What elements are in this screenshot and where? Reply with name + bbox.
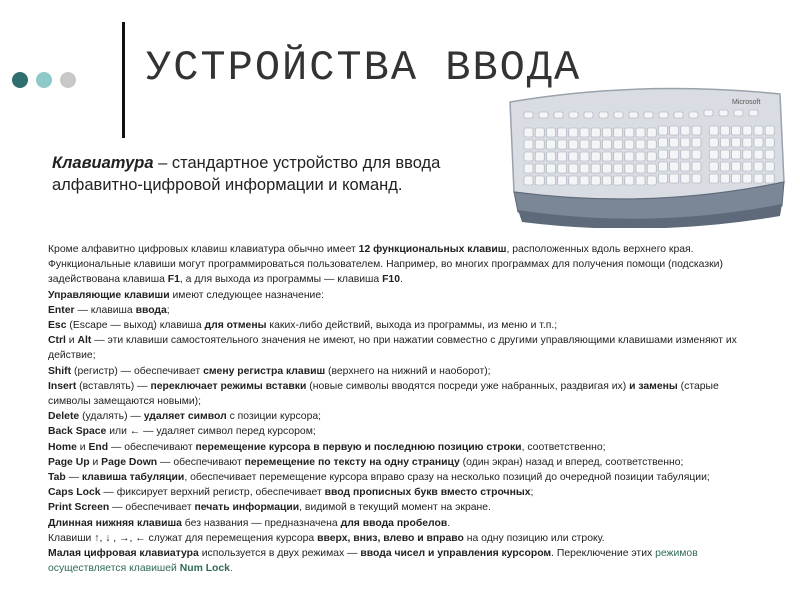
keyboard-key bbox=[658, 162, 667, 171]
text-segment: End bbox=[88, 441, 109, 453]
keyboard-key bbox=[754, 126, 763, 135]
decorative-dots bbox=[12, 72, 76, 88]
text-segment: Num Lock bbox=[179, 563, 230, 575]
keyboard-key bbox=[614, 164, 623, 173]
keyboard-key bbox=[584, 112, 593, 118]
title-divider bbox=[122, 22, 125, 138]
keyboard-key bbox=[692, 150, 701, 159]
keyboard-key bbox=[569, 164, 578, 173]
text-segment: перемещение курсора в первую и последнюю позицию строки bbox=[195, 441, 522, 453]
text-segment: печать информации bbox=[194, 502, 300, 514]
keyboard-key bbox=[524, 128, 533, 137]
text-segment: ввода bbox=[135, 304, 167, 316]
keyboard-key bbox=[749, 110, 758, 116]
text-segment: Home bbox=[48, 441, 77, 453]
keyboard-key bbox=[580, 128, 589, 137]
keyboard-key bbox=[754, 138, 763, 147]
text-segment: (новые символы вводятся посреди уже набранных, раздвигая их) bbox=[306, 380, 630, 392]
keyboard-key bbox=[636, 140, 645, 149]
text-segment: переключает режимы вставки bbox=[150, 380, 307, 392]
paragraph bbox=[48, 500, 760, 515]
keyboard-key bbox=[765, 174, 774, 183]
keyboard-key bbox=[614, 176, 623, 185]
text-segment: (вставлять) — bbox=[76, 380, 151, 392]
keyboard-key bbox=[636, 128, 645, 137]
text-segment: — обеспечивает bbox=[109, 502, 195, 514]
text-segment: — обеспечивают bbox=[157, 456, 245, 468]
text-segment: каких-либо действий, выхода из программы, из меню и т.п.; bbox=[266, 320, 558, 332]
text-segment: смену регистра клавиш bbox=[203, 365, 326, 377]
keyboard-key bbox=[625, 128, 634, 137]
keyboard-key bbox=[591, 164, 600, 173]
keyboard-key bbox=[636, 152, 645, 161]
keyboard-key bbox=[689, 112, 698, 118]
text-segment: , видимой в текущий момент на экране. bbox=[299, 502, 491, 514]
keyboard-key bbox=[720, 174, 729, 183]
keyboard-key bbox=[658, 174, 667, 183]
paragraph bbox=[48, 379, 760, 409]
paragraph bbox=[48, 470, 760, 485]
keyboard-key bbox=[558, 128, 567, 137]
text-segment: и замены bbox=[629, 380, 678, 392]
text-segment: 12 функциональных клавиш bbox=[358, 244, 507, 255]
keyboard-key bbox=[719, 110, 728, 116]
paragraph bbox=[48, 455, 760, 470]
keyboard-key bbox=[647, 176, 656, 185]
paragraph bbox=[48, 440, 760, 455]
keyboard-key bbox=[732, 126, 741, 135]
keyboard-key bbox=[546, 128, 555, 137]
keyboard-key bbox=[670, 174, 679, 183]
text-segment: Длинная нижняя клавиша bbox=[48, 517, 182, 529]
keyboard-key bbox=[625, 164, 634, 173]
keyboard-key bbox=[580, 164, 589, 173]
keyboard-key bbox=[524, 152, 533, 161]
text-segment: (старые символы замещаются новыми); bbox=[48, 380, 719, 408]
keyboard-key bbox=[614, 152, 623, 161]
keyboard-key bbox=[647, 152, 656, 161]
keyboard-key bbox=[658, 150, 667, 159]
keyboard-key bbox=[732, 162, 741, 171]
keyboard-key bbox=[743, 138, 752, 147]
text-segment: и bbox=[65, 335, 78, 347]
keyboard-key bbox=[732, 150, 741, 159]
keyboard-key bbox=[709, 162, 718, 171]
keyboard-key bbox=[569, 112, 578, 118]
text-segment: — bbox=[65, 472, 82, 484]
keyboard-key bbox=[602, 164, 611, 173]
keyboard-key bbox=[524, 164, 533, 173]
text-segment: . bbox=[447, 517, 451, 529]
keyboard-key bbox=[602, 176, 611, 185]
keyboard-key bbox=[734, 110, 743, 116]
text-segment: и bbox=[89, 456, 102, 468]
text-segment: . Переключение этих bbox=[551, 548, 656, 560]
keyboard-key bbox=[546, 152, 555, 161]
paragraph bbox=[48, 409, 760, 424]
text-segment: Alt bbox=[77, 335, 92, 347]
keyboard-key bbox=[709, 150, 718, 159]
keyboard-key bbox=[636, 176, 645, 185]
keyboard-key bbox=[754, 150, 763, 159]
text-segment: клавиша табуляции bbox=[81, 472, 185, 484]
paragraph bbox=[48, 424, 760, 439]
text-segment: ввод прописных букв вместо строчных bbox=[324, 487, 531, 499]
keyboard-key bbox=[569, 152, 578, 161]
keyboard-key bbox=[765, 126, 774, 135]
text-segment: . bbox=[229, 563, 233, 575]
text-segment: Tab bbox=[48, 472, 66, 484]
keyboard-key bbox=[743, 174, 752, 183]
keyboard-key bbox=[524, 112, 533, 118]
text-segment: , обеспечивает перемещение курсора вправо сразу на несколько позиций до очередной позиции табуляции; bbox=[184, 472, 710, 484]
paragraph bbox=[48, 531, 760, 546]
keyboard-key bbox=[658, 126, 667, 135]
keyboard-key bbox=[546, 176, 555, 185]
description-text bbox=[48, 242, 760, 576]
text-segment: , расположенных вдоль верхнего края. Функциональные клавиши могут программироваться пользователем. Например, во многих программах для получения помощи (подсказки) задействована клавиша bbox=[48, 244, 723, 286]
keyboard-key bbox=[754, 162, 763, 171]
dot-dark-teal bbox=[12, 72, 28, 88]
text-segment: режимов осуществляется клавишей bbox=[48, 548, 698, 575]
keyboard-key bbox=[539, 112, 548, 118]
keyboard-key bbox=[692, 138, 701, 147]
text-segment: ввода чисел и управления курсором bbox=[360, 548, 552, 560]
keyboard-key bbox=[681, 150, 690, 159]
text-segment: Print Screen bbox=[48, 502, 110, 514]
paragraph bbox=[48, 318, 760, 333]
text-segment: (Escape — выход) клавиша bbox=[66, 320, 205, 332]
keyboard-key bbox=[602, 152, 611, 161]
keyboard-key bbox=[720, 138, 729, 147]
text-segment: используется в двух режимах — bbox=[198, 548, 361, 560]
keyboard-key bbox=[558, 152, 567, 161]
text-segment: — фиксирует верхний регистр, обеспечивает bbox=[100, 487, 325, 499]
keyboard-key bbox=[546, 140, 555, 149]
text-segment: Page Down bbox=[101, 456, 158, 468]
keyboard-key bbox=[569, 140, 578, 149]
keyboard-key bbox=[709, 138, 718, 147]
text-segment: — эти клавиши самостоятельного значения не имеют, но при нажатии совместно с другими управляющими клавишами изменяют их действие; bbox=[48, 335, 737, 362]
keyboard-key bbox=[591, 152, 600, 161]
keyboard-key bbox=[558, 164, 567, 173]
paragraph bbox=[48, 364, 760, 379]
keyboard-brand: Microsoft bbox=[732, 99, 761, 106]
keyboard-key bbox=[670, 150, 679, 159]
paragraph bbox=[48, 546, 760, 576]
keyboard-key bbox=[569, 176, 578, 185]
text-segment: Back Space bbox=[48, 426, 107, 438]
keyboard-key bbox=[670, 162, 679, 171]
text-segment: Кроме алфавитно цифровых клавиш клавиатура обычно имеет bbox=[48, 244, 359, 255]
text-segment: ; bbox=[530, 487, 534, 499]
text-segment: Caps Lock bbox=[48, 487, 101, 499]
keyboard-key bbox=[535, 164, 544, 173]
keyboard-key bbox=[535, 128, 544, 137]
keyboard-key bbox=[765, 138, 774, 147]
keyboard-key bbox=[614, 140, 623, 149]
keyboard-key bbox=[765, 150, 774, 159]
keyboard-key bbox=[670, 138, 679, 147]
text-segment: на одну позицию или строку. bbox=[463, 532, 605, 544]
paragraph bbox=[48, 242, 760, 288]
text-segment: имеют следующее назначение: bbox=[169, 289, 325, 301]
keyboard-key bbox=[681, 174, 690, 183]
text-segment: удаляет символ bbox=[143, 411, 227, 423]
keyboard-key bbox=[524, 176, 533, 185]
keyboard-key bbox=[591, 140, 600, 149]
keyboard-key bbox=[614, 112, 623, 118]
keyboard-key bbox=[681, 126, 690, 135]
text-segment: , а для выхода из программы — клавиша bbox=[179, 274, 383, 286]
text-segment: Delete bbox=[48, 411, 80, 423]
paragraph bbox=[48, 288, 760, 303]
keyboard-key bbox=[629, 112, 638, 118]
keyboard-key bbox=[743, 150, 752, 159]
text-segment: без названия — предназначена bbox=[181, 517, 341, 529]
text-segment: Малая цифровая клавиатура bbox=[48, 548, 199, 560]
keyboard-key bbox=[658, 138, 667, 147]
keyboard-key bbox=[765, 162, 774, 171]
keyboard-key bbox=[580, 176, 589, 185]
paragraph bbox=[48, 516, 760, 531]
text-segment: вверх, вниз, влево и вправо bbox=[317, 532, 464, 544]
keyboard-key bbox=[644, 112, 653, 118]
text-segment: Управляющие клавиши bbox=[48, 289, 170, 301]
dot-light-teal bbox=[36, 72, 52, 88]
text-segment: (верхнего на нижний и наоборот); bbox=[325, 365, 491, 377]
intro-keyword: Клавиатура bbox=[52, 154, 154, 172]
text-segment: Shift bbox=[48, 365, 72, 377]
keyboard-key bbox=[580, 152, 589, 161]
text-segment: или ← — удаляет символ перед курсором; bbox=[106, 426, 316, 438]
paragraph bbox=[48, 333, 760, 363]
keyboard-key bbox=[625, 152, 634, 161]
keyboard-key bbox=[709, 174, 718, 183]
keyboard-key bbox=[647, 164, 656, 173]
keyboard-key bbox=[692, 162, 701, 171]
keyboard-key bbox=[614, 128, 623, 137]
keyboard-key bbox=[591, 176, 600, 185]
text-segment: (регистр) — обеспечивает bbox=[71, 365, 204, 377]
text-segment: F1 bbox=[167, 274, 180, 286]
keyboard-key bbox=[636, 164, 645, 173]
keyboard-key bbox=[704, 110, 713, 116]
keyboard-image bbox=[500, 82, 788, 228]
text-segment: с позиции курсора; bbox=[226, 411, 322, 423]
keyboard-key bbox=[591, 128, 600, 137]
keyboard-key bbox=[535, 176, 544, 185]
keyboard-key bbox=[692, 174, 701, 183]
keyboard-key bbox=[580, 140, 589, 149]
text-segment: (удалять) — bbox=[79, 411, 144, 423]
text-segment: — клавиша bbox=[74, 304, 136, 316]
keyboard-key bbox=[732, 174, 741, 183]
slide-title: УСТРОЙСТВА ВВОДА bbox=[146, 44, 582, 92]
text-segment: перемещение по тексту на одну страницу bbox=[244, 456, 460, 468]
keyboard-key bbox=[546, 164, 555, 173]
keyboard-key bbox=[720, 150, 729, 159]
keyboard-key bbox=[681, 162, 690, 171]
keyboard-key bbox=[625, 176, 634, 185]
text-segment: для отмены bbox=[204, 320, 267, 332]
text-segment: Page Up bbox=[48, 456, 90, 468]
text-segment: — обеспечивают bbox=[108, 441, 196, 453]
keyboard-key bbox=[558, 176, 567, 185]
text-segment: Ctrl bbox=[48, 335, 66, 347]
keyboard-key bbox=[670, 126, 679, 135]
keyboard-key bbox=[602, 140, 611, 149]
intro-text bbox=[52, 152, 492, 196]
keyboard-key bbox=[743, 162, 752, 171]
keyboard-key bbox=[659, 112, 668, 118]
keyboard-key bbox=[681, 138, 690, 147]
keyboard-key bbox=[524, 140, 533, 149]
keyboard-key bbox=[647, 128, 656, 137]
keyboard-key bbox=[754, 174, 763, 183]
keyboard-key bbox=[599, 112, 608, 118]
keyboard-key bbox=[554, 112, 563, 118]
keyboard-key bbox=[558, 140, 567, 149]
keyboard-key bbox=[692, 126, 701, 135]
keyboard-key bbox=[709, 126, 718, 135]
text-segment: и bbox=[76, 441, 89, 453]
text-segment: . bbox=[399, 274, 403, 286]
keyboard-key bbox=[720, 126, 729, 135]
text-segment: , соответственно; bbox=[521, 441, 606, 453]
text-segment: ; bbox=[166, 304, 170, 316]
keyboard-key bbox=[720, 162, 729, 171]
keyboard-key bbox=[535, 140, 544, 149]
dot-gray bbox=[60, 72, 76, 88]
keyboard-key bbox=[625, 140, 634, 149]
text-segment: Enter bbox=[48, 304, 75, 316]
keyboard-key bbox=[569, 128, 578, 137]
keyboard-key bbox=[743, 126, 752, 135]
keyboard-key bbox=[732, 138, 741, 147]
text-segment: Esc bbox=[48, 320, 67, 332]
keyboard-key bbox=[674, 112, 683, 118]
keyboard-key bbox=[602, 128, 611, 137]
text-segment: (один экран) назад и вперед, соответственно; bbox=[459, 456, 684, 468]
paragraph bbox=[48, 485, 760, 500]
paragraph bbox=[48, 303, 760, 318]
keyboard-key bbox=[647, 140, 656, 149]
text-segment: Клавиши ↑, ↓ , →, ← служат для перемещения курсора bbox=[48, 532, 318, 544]
text-segment: F10 bbox=[382, 274, 400, 286]
text-segment: для ввода пробелов bbox=[340, 517, 448, 529]
text-segment: Insert bbox=[48, 380, 77, 392]
keyboard-key bbox=[535, 152, 544, 161]
intro-definition: – стандартное устройство для ввода алфавитно-цифровой информации и команд. bbox=[52, 154, 441, 194]
